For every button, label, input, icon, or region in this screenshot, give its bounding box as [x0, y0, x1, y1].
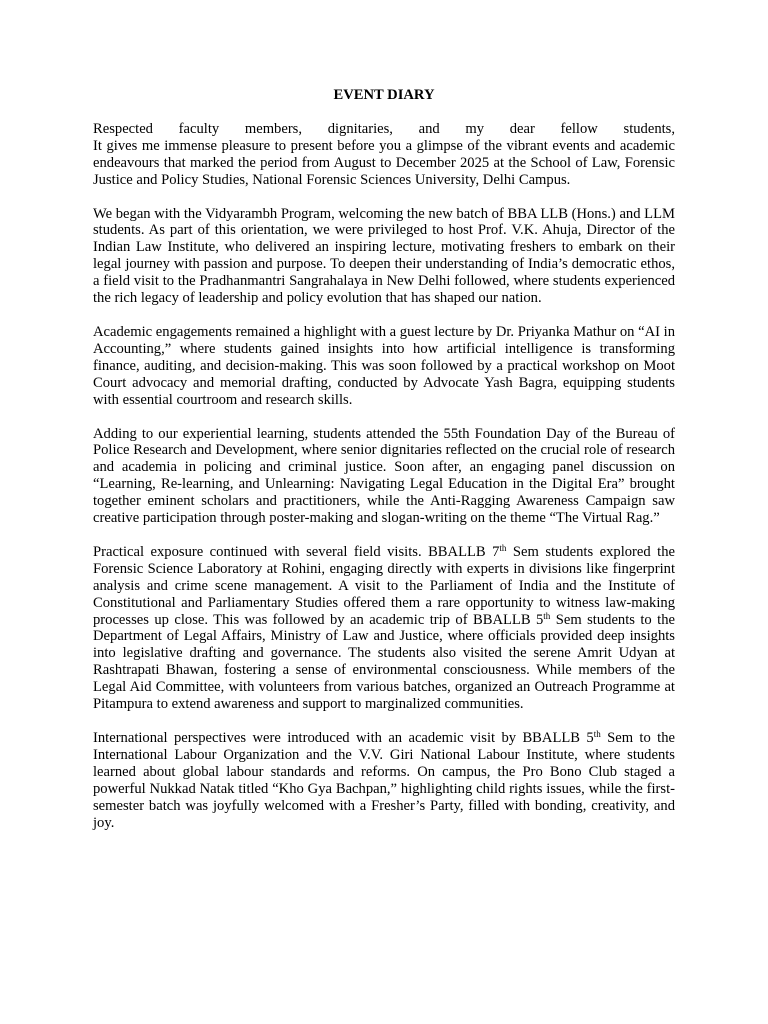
field-visits-text-2: Sem students explored the Forensic Science Laboratory at Rohini, engaging directly with experts in divisions like fingerprint analysis and crime scene management. A visit to the Parliament of India and the Institute of Constitutional and Parliamentary Studies offered them a rare opportunity to witness law-making processes up close. This was followed by an academic trip of BBALLB 5 [93, 543, 675, 628]
paragraph-greeting [93, 121, 675, 189]
paragraph-international-perspectives [93, 730, 675, 831]
international-text-1: International perspectives were introduced with an academic visit by BBALLB 5 [93, 730, 594, 746]
superscript-th: th [499, 542, 507, 553]
field-visits-text-3: Sem students to the Department of Legal Affairs, Ministry of Law and Justice, where officials provided deep insights into legislative drafting and governance. The students also visited the serene Amrit Udyan at Rashtrapati Bhawan, fostering a sense of environmental consciousness. While members of the Legal Aid Committee, with volunteers from various batches, organized an Outreach Programme at Pitampura to extend awareness and support to marginalized communities. [93, 611, 675, 713]
superscript-th: th [543, 610, 551, 621]
greeting-line: Respected faculty members, dignitaries, and my dear fellow students, [93, 120, 675, 137]
superscript-th: th [593, 729, 601, 739]
document-page [93, 87, 675, 848]
paragraph-academic-engagements: Academic engagements remained a highlight with a guest lecture by Dr. Priyanka Mathur on “AI in Accounting,” where students gained insights into how artificial intelligence is transforming finance, auditing, and decision-making. This was soon followed by a practical workshop on Moot Court advocacy and memorial drafting, conducted by Advocate Yash Bagra, equipping students with essential courtroom and research skills. [93, 323, 675, 408]
international-text-2: Sem to the International Labour Organization and the V.V. Giri National Labour Institute, where students learned about global labour standards and reforms. On campus, the Pro Bono Club staged a powerful Nukkad Natak titled “Kho Gya Bachpan,” highlighting child rights issues, while the first-semester batch was joyfully welcomed with a Fresher’s Party, filled with bonding, creativity, and joy. [93, 730, 675, 831]
document-title: EVENT DIARY [333, 87, 435, 103]
paragraph-vidyarambh: We began with the Vidyarambh Program, welcoming the new batch of BBA LLB (Hons.) and LLM students. As part of this orientation, we were privileged to host Prof. V.K. Ahuja, Director of the Indian Law Institute, who delivered an inspiring lecture, motivating freshers to embark on their legal journey with passion and purpose. To deepen their understanding of India’s democratic ethos, a field visit to the Pradhanmantri Sangrahalaya in New Delhi followed, where students experienced the rich legacy of leadership and policy evolution that has shaped our nation. [93, 205, 675, 307]
paragraph-experiential-learning: Adding to our experiential learning, students attended the 55th Foundation Day of the Bureau of Police Research and Development, where senior dignitaries reflected on the crucial role of research and academia in policing and criminal justice. Soon after, an engaging panel discussion on “Learning, Re-learning, and Unlearning: Navigating Legal Education in the Digital Era” brought together eminent scholars and practitioners, while the Anti-Ragging Awareness Campaign saw creative participation through poster-making and slogan-writing on the theme “The Virtual Rag.” [93, 425, 675, 527]
field-visits-text-1: Practical exposure continued with several field visits. BBALLB 7 [93, 543, 500, 560]
paragraph-field-visits [93, 544, 675, 713]
greeting-body: It gives me immense pleasure to present before you a glimpse of the vibrant events and academic endeavours that marked the period from August to December 2025 at the School of Law, Forensic Justice and Policy Studies, National Forensic Sciences University, Delhi Campus. [93, 137, 675, 188]
